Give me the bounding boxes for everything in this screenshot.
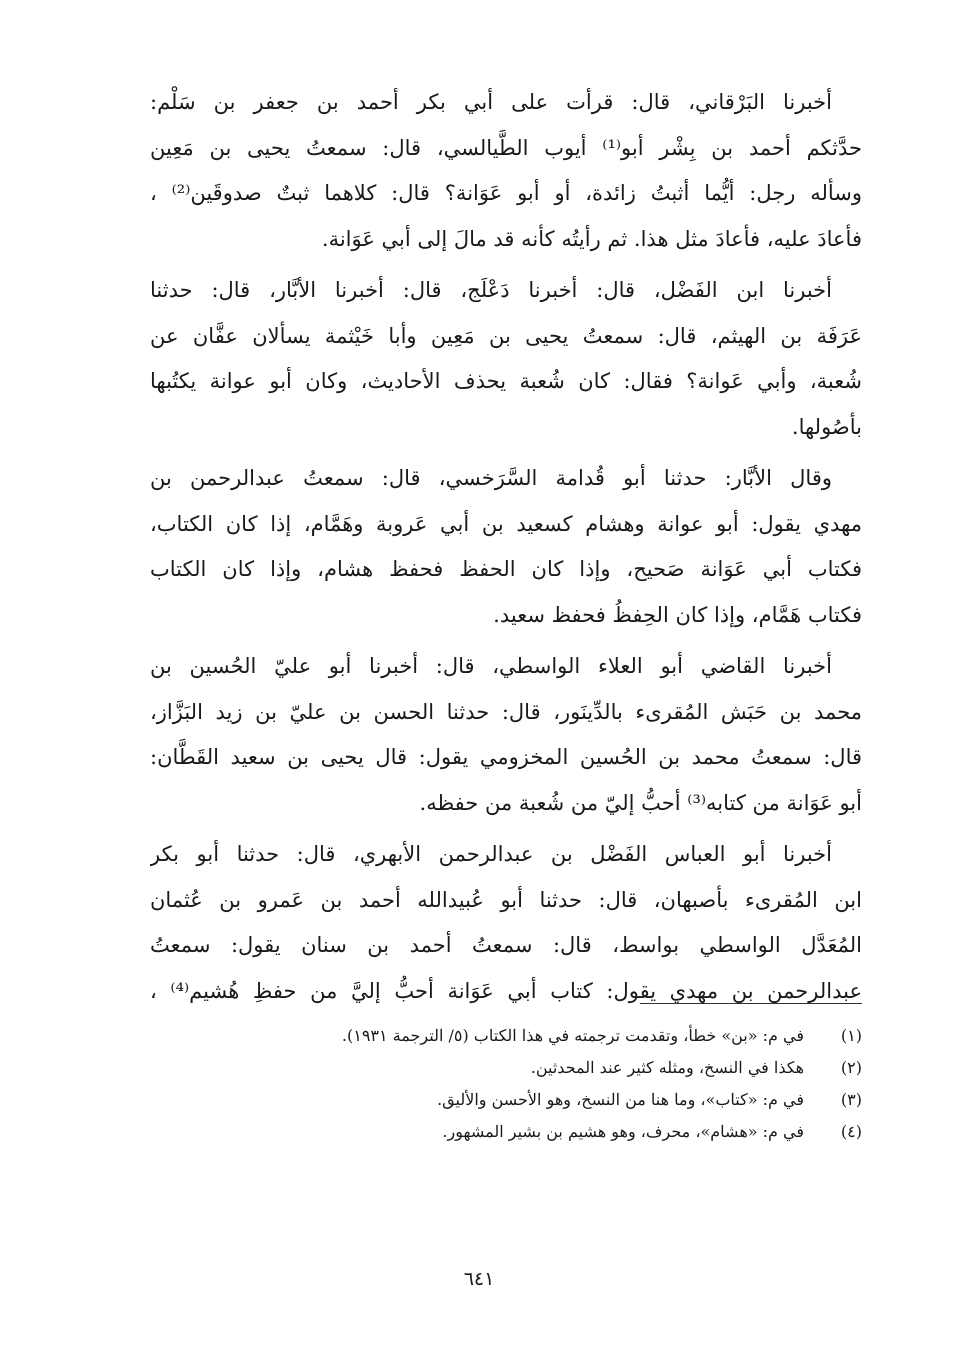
footnote-divider: [640, 1003, 862, 1004]
text-line: أخبرنا أبو العباس الفَضْل بن عبدالرحمن الأبهري، قال: حدثنا أبو بكر: [150, 842, 832, 866]
text-line: بأصُولها.: [791, 414, 862, 439]
text-line: حدَّثكم أحمد بن بِشْر أبو⁽¹⁾ أيوب الطَّيالسي، قال: سمعتُ يحيى بن مَعِين: [150, 135, 862, 160]
text-line: مهدي يقول: أبو عوانة وهشام كسعيد بن أبي عَروبة وهَمَّام، إذا كان الكتاب،: [150, 511, 862, 536]
paragraph-1: [150, 80, 862, 262]
text-line: عَرَفَة بن الهيثم، قال: سمعتُ يحيى بن مَعِين وأبا خَيْثمة يسألان عفَّان عن: [150, 323, 862, 348]
text-line: محمد بن حَبَش المُقرىء بالدِّينَور، قال: حدثنا الحسن بن عليّ بن زيد البَزَّاز،: [150, 699, 862, 724]
text-line: فكتاب أبي عَوَانة صَحيح، وإذا كان الحفظ فحفظ هشام، وإذا كان الكتاب: [150, 557, 862, 581]
paragraph-3: [150, 456, 862, 638]
footnote-text: في م: «بن» خطأ، وتقدمت ترجمته في هذا الكتاب (٥/ الترجمة ١٩٣١).: [341, 1026, 804, 1045]
text-line: أخبرنا القاضي أبو العلاء الواسطي، قال: أخبرنا أبو عليّ الحُسين بن: [150, 654, 832, 678]
text-line: أبو عَوَانة من كتابه⁽³⁾ أحبُّ إليّ من شُعبة من حفظه.: [419, 790, 862, 815]
text-line: المُعَدَّل الواسطي بواسط، قال: سمعتُ أحمد بن سنان يقول: سمعتُ: [150, 933, 862, 957]
text-line: أخبرنا البَرْقاني، قال: قرأت على أبي بكر أحمد بن جعفر بن سَلْم:: [150, 90, 832, 114]
page-number: ٦٤١: [463, 1268, 495, 1290]
text-line: وسأله رجل: أيُّما أثبتُ زائدة، أو أبو عَوَانة؟ قال: كلاهما ثبتٌ صدوقَين⁽²⁾ ،: [150, 181, 862, 205]
paragraph-2: [150, 268, 862, 450]
text-line: فأعادَ عليه، فأعادَ مثل هذا. ثم رأيتُه كأنه قد مالَ إلى أبي عَوَانة.: [321, 226, 862, 251]
footnote-text: في م: «هشام»، محرف، وهو هشيم بن بشير المشهور.: [442, 1122, 804, 1141]
text-line: عبدالرحمن بن مهدي يقول: كتاب أبي عَوَانة أحبُّ إليَّ من حفظِ هُشيم⁽⁴⁾ ،: [150, 978, 862, 1003]
paragraph-5: [150, 832, 862, 1014]
footnote: [150, 1116, 862, 1148]
text-line: أخبرنا ابن الفَضْل، قال: أخبرنا دَعْلَج، قال: أخبرنا الأبَّار، قال: حدثنا: [150, 278, 832, 302]
text-line: فكتاب هَمَّام، وإذا كان الحِفظُ فحفظ سعيد.: [493, 602, 862, 627]
text-line: وقال الأبَّار: حدثنا أبو قُدامة السَّرَخسي، قال: سمعتُ عبدالرحمن بن: [150, 466, 833, 490]
footnote-number: (١): [840, 1026, 862, 1045]
footnote-number: (٣): [840, 1090, 862, 1109]
footnote-text: في م: «كتاب»، وما هنا من النسخ، وهو الأحسن والأليق.: [437, 1090, 804, 1109]
footnote-number: (٤): [840, 1122, 862, 1141]
footnotes: [150, 1020, 862, 1148]
text-line: ابن المُقرىء بأصبهان، قال: حدثنا أبو عُبيدالله أحمد بن عَمرو بن عُثمان: [150, 887, 862, 912]
footnote: [150, 1052, 862, 1084]
main-text: [150, 80, 862, 1020]
text-line: قال: سمعتُ محمد بن الحُسين المخزومي يقول: قال يحيى بن سعيد القَطَّان:: [150, 745, 862, 769]
paragraph-4: [150, 644, 862, 826]
footnote: [150, 1084, 862, 1116]
text-line: شُعبة، وأبي عَوانة؟ فقال: كان شُعبة يحذف الأحاديث، وكان أبو عوانة يكتُبها: [150, 369, 862, 393]
footnote-number: (٢): [840, 1058, 862, 1077]
footnote-text: هكذا في النسخ، ومثله كثير عند المحدثين.: [530, 1058, 804, 1077]
footnote: [150, 1020, 862, 1052]
